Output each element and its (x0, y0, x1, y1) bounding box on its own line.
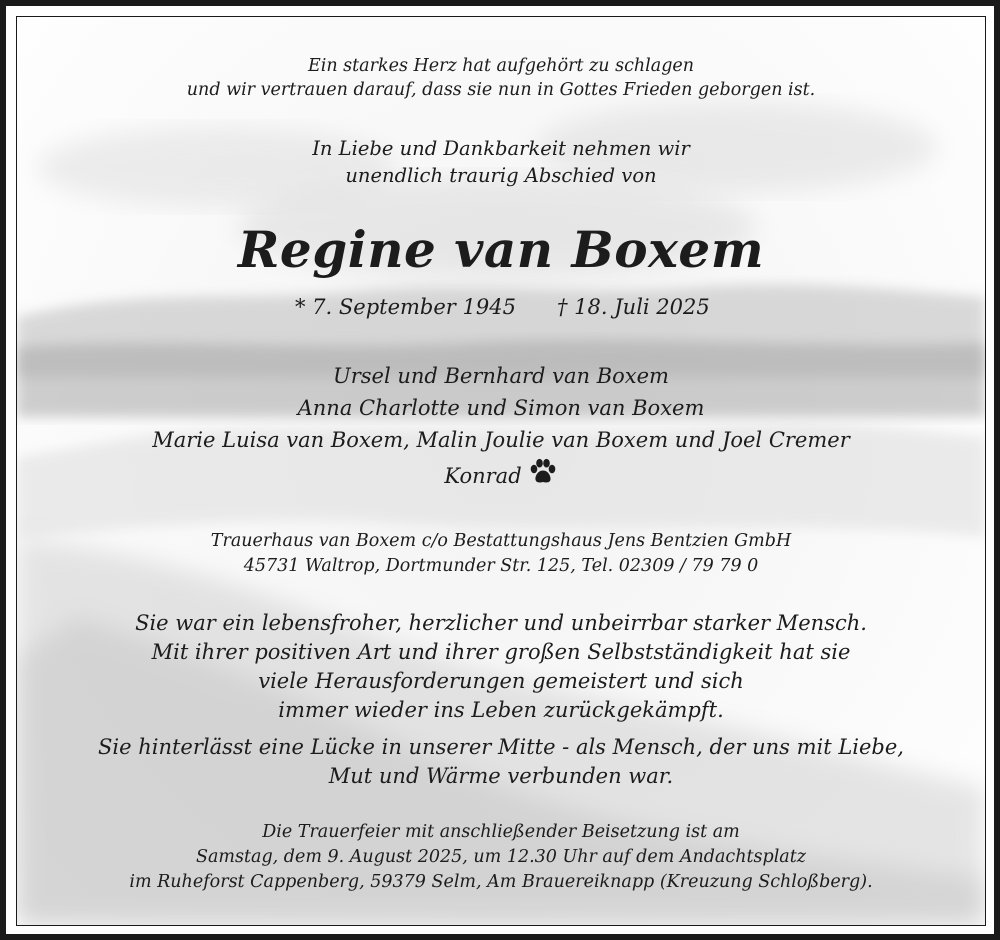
ceremony-line: im Ruheforst Cappenberg, 59379 Selm, Am Brauereiknapp (Kreuzung Schloßberg). (129, 872, 873, 892)
tribute-line: viele Herausforderungen gemeistert und sich (258, 669, 744, 693)
deceased-name: Regine van Boxem (237, 220, 765, 279)
mourner-line-pet (17, 458, 985, 493)
obituary-panel (16, 16, 986, 926)
address-line-1: Trauerhaus van Boxem c/o Bestattungshaus Jens Bentzien GmbH (210, 531, 792, 551)
pet-name: Konrad (444, 464, 522, 488)
tribute-line: Mit ihrer positiven Art und ihrer großen Selbstständigkeit hat sie (151, 640, 851, 664)
obituary-text (17, 17, 985, 925)
mourner-line: Anna Charlotte und Simon van Boxem (297, 396, 705, 420)
ceremony-line: Samstag, dem 9. August 2025, um 12.30 Uhr auf dem Andachtsplatz (196, 847, 806, 867)
intro-line-2: unendlich traurig Abschied von (345, 164, 657, 187)
tribute-line: immer wieder ins Leben zurückgekämpft. (278, 698, 724, 722)
quote-line-2: und wir vertrauen darauf, dass sie nun in Gottes Frieden geborgen ist. (186, 80, 816, 100)
tribute-line: Mut und Wärme verbunden war. (328, 764, 674, 788)
birth-date: * 7. September 1945 (295, 295, 516, 319)
tribute-line: Sie war ein lebensfroher, herzlicher und unbeirrbar starker Mensch. (135, 611, 867, 635)
ceremony-line: Die Trauerfeier mit anschließender Beisetzung ist am (262, 822, 740, 842)
paw-print-icon (528, 458, 558, 493)
mourner-line: Marie Luisa van Boxem, Malin Joulie van Boxem und Joel Cremer (152, 428, 850, 452)
address-line-2: 45731 Waltrop, Dortmunder Str. 125, Tel. 02309 / 79 79 0 (243, 556, 759, 576)
mourner-line: Ursel und Bernhard van Boxem (333, 364, 669, 388)
quote-line-1: Ein starkes Herz hat aufgehört zu schlagen (307, 56, 695, 76)
death-date: † 18. Juli 2025 (557, 295, 710, 319)
tribute-line: Sie hinterlässt eine Lücke in unserer Mitte - als Mensch, der uns mit Liebe, (98, 735, 904, 759)
intro-line-1: In Liebe und Dankbarkeit nehmen wir (312, 137, 690, 160)
